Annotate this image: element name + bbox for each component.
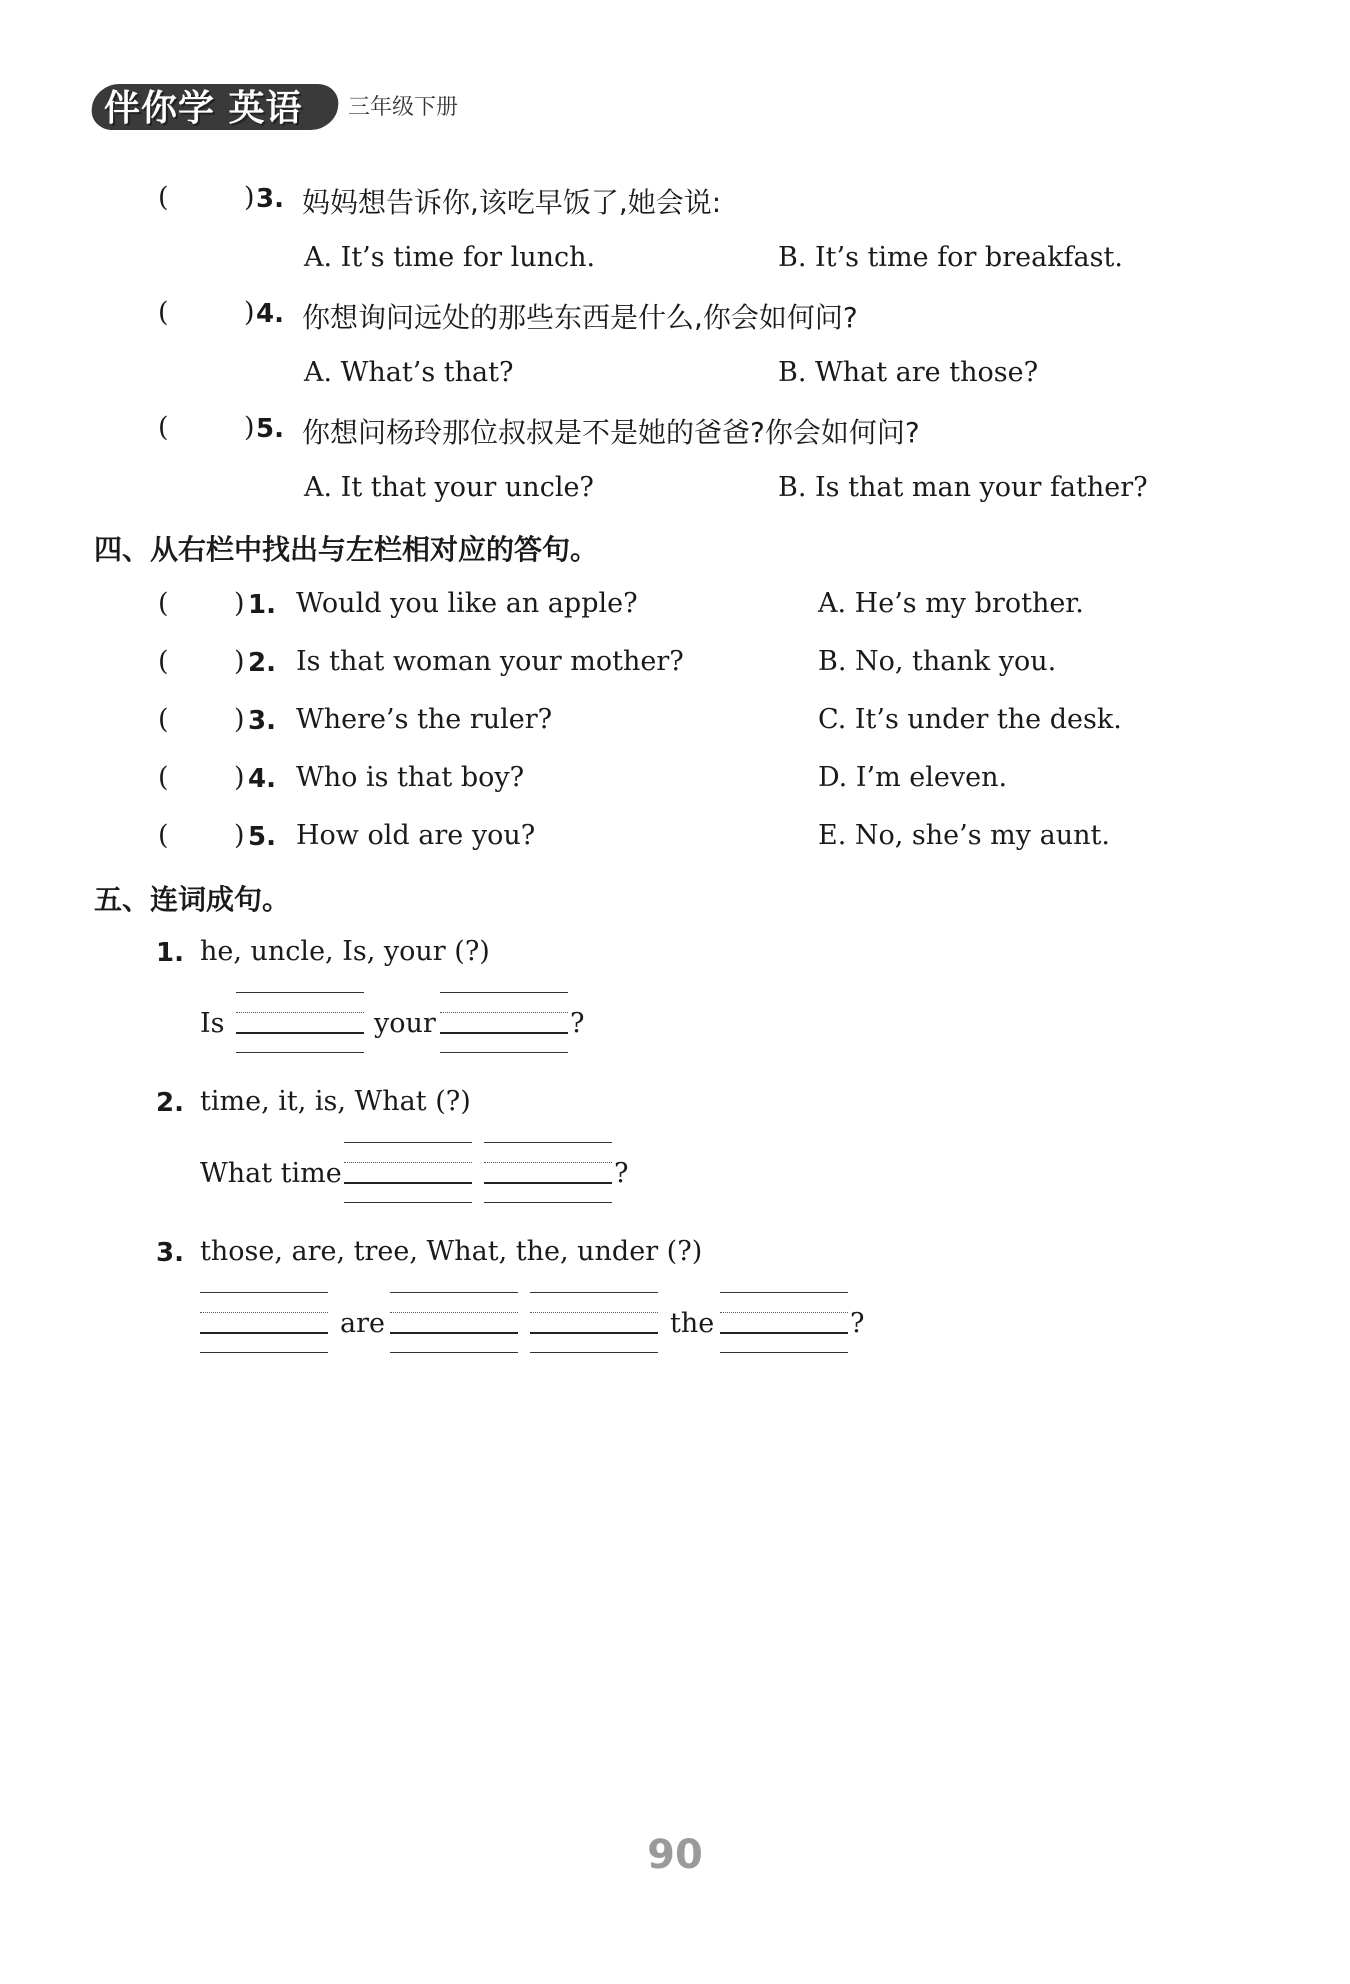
question-prompt: 你想问杨玲那位叔叔是不是她的爸爸?你会如何问? (302, 416, 920, 449)
section4-heading: 四、从右栏中找出与左栏相对应的答句。 (94, 533, 599, 566)
right-answer: B. No, thank you. (818, 646, 1057, 677)
answer-paren-close: ) (234, 588, 245, 619)
question-number: 1. (156, 938, 184, 968)
answer-paren-open: ( (158, 704, 169, 735)
answer-paren-close: ) (244, 412, 255, 443)
series-title: 伴你学 英语 (104, 88, 303, 129)
writing-blank[interactable] (720, 1292, 848, 1352)
question-mark: ? (570, 1008, 585, 1039)
left-question: Who is that boy? (296, 762, 525, 793)
right-answer: D. I’m eleven. (818, 762, 1008, 793)
question-number: 3. (156, 1238, 184, 1268)
answer-paren-open: ( (158, 297, 169, 328)
option-b: B. It’s time for breakfast. (778, 242, 1123, 273)
answer-paren-open: ( (158, 412, 169, 443)
writing-blank[interactable] (200, 1292, 328, 1352)
right-answer: C. It’s under the desk. (818, 704, 1122, 735)
question-number: 1. (248, 590, 276, 620)
left-question: Would you like an apple? (296, 588, 638, 619)
option-a: A. What’s that? (304, 357, 514, 388)
question-number: 3. (256, 184, 284, 214)
answer-paren-close: ) (234, 820, 245, 851)
answer-paren-close: ) (244, 297, 255, 328)
writing-blank[interactable] (484, 1142, 612, 1202)
option-a: A. It’s time for lunch. (304, 242, 596, 273)
option-a: A. It that your uncle? (304, 472, 594, 503)
question-mark: ? (850, 1308, 865, 1339)
question-prompt: 你想询问远处的那些东西是什么,你会如何问? (302, 301, 858, 334)
question-number: 5. (248, 822, 276, 852)
right-answer: A. He’s my brother. (818, 588, 1084, 619)
answer-paren-open: ( (158, 762, 169, 793)
answer-paren-open: ( (158, 588, 169, 619)
page-number: 90 (647, 1832, 703, 1878)
sentence-word: Is (200, 1008, 225, 1039)
left-question: Where’s the ruler? (296, 704, 553, 735)
scrambled-words: time, it, is, What (?) (200, 1086, 471, 1117)
question-number: 4. (248, 764, 276, 794)
writing-blank[interactable] (530, 1292, 658, 1352)
writing-blank[interactable] (344, 1142, 472, 1202)
grade-label: 三年级下册 (348, 95, 459, 120)
sentence-word: are (340, 1308, 385, 1339)
option-b: B. Is that man your father? (778, 472, 1148, 503)
sentence-word: your (374, 1008, 436, 1039)
writing-blank[interactable] (390, 1292, 518, 1352)
left-question: How old are you? (296, 820, 536, 851)
answer-paren-open: ( (158, 646, 169, 677)
question-number: 2. (248, 648, 276, 678)
writing-blank[interactable] (236, 992, 364, 1052)
section5-heading: 五、连词成句。 (94, 883, 291, 916)
scrambled-words: those, are, tree, What, the, under (?) (200, 1236, 703, 1267)
question-number: 2. (156, 1088, 184, 1118)
answer-paren-close: ) (244, 182, 255, 213)
sentence-word: What time (200, 1158, 342, 1189)
answer-paren-close: ) (234, 646, 245, 677)
answer-paren-close: ) (234, 704, 245, 735)
answer-paren-open: ( (158, 820, 169, 851)
scrambled-words: he, uncle, Is, your (?) (200, 936, 490, 967)
sentence-word: the (670, 1308, 715, 1339)
question-prompt: 妈妈想告诉你,该吃早饭了,她会说: (302, 186, 722, 219)
right-answer: E. No, she’s my aunt. (818, 820, 1110, 851)
question-number: 4. (256, 299, 284, 329)
answer-paren-close: ) (234, 762, 245, 793)
left-question: Is that woman your mother? (296, 646, 684, 677)
option-b: B. What are those? (778, 357, 1039, 388)
writing-blank[interactable] (440, 992, 568, 1052)
question-mark: ? (614, 1158, 629, 1189)
question-number: 5. (256, 414, 284, 444)
question-number: 3. (248, 706, 276, 736)
answer-paren-open: ( (158, 182, 169, 213)
